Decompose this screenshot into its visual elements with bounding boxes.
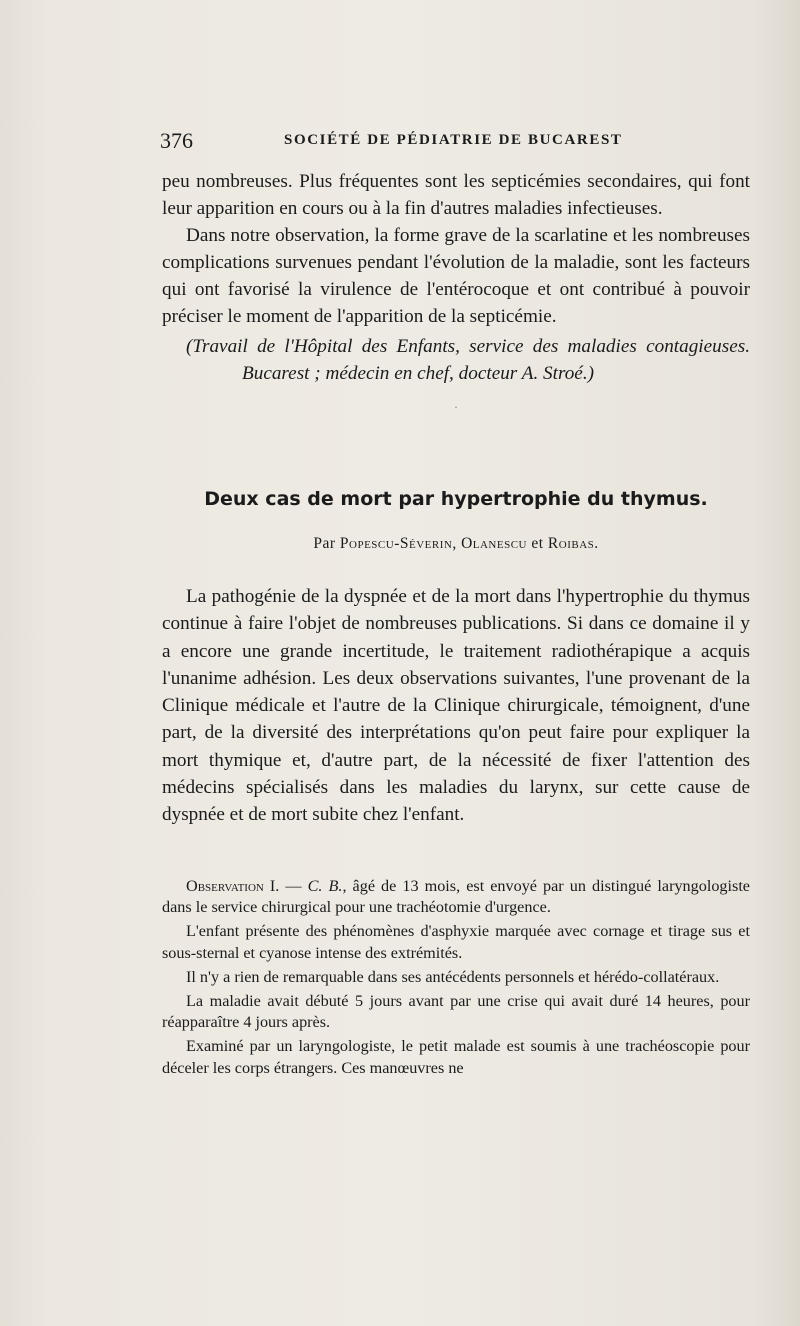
observation-paragraph-3: Il n'y a rien de remarquable dans ses antécédents personnels et hérédo-collatéraux. — [186, 967, 720, 986]
observation-text: , âgé de 13 mois, est envoyé par un distingué laryngologiste dans le service chirurgical pour une trachéotomie d'urgence. — [162, 877, 750, 917]
authors-names: Popescu-Séverin, Olanescu — [339, 535, 527, 552]
observation-dash: — — [279, 877, 308, 895]
observation-paragraph-2: L'enfant présente des phénomènes d'asphyxie marquée avec cornage et tirage sus et sous-sternal et cyanose intense des extrémités. — [162, 922, 750, 962]
article-title: Deux cas de mort par hypertrophie du thymus. — [204, 488, 708, 510]
authors-prefix: Par — [313, 535, 340, 552]
page-header — [160, 128, 750, 154]
observation-paragraph-4: La maladie avait débuté 5 jours avant par une crise qui avait duré 14 heures, pour réapparaître 4 jours après. — [162, 992, 750, 1032]
observation-patient: C. B. — [307, 877, 343, 895]
article-authors — [162, 535, 750, 553]
separator-dot: · — [454, 400, 458, 414]
article-paragraph-1: La pathogénie de la dyspnée et de la mort dans l'hypertrophie du thymus continue à faire l'objet de nombreuses publications. Si dans ce domaine il y a encore une grande incertitude, le traitement radiothérapique a acquis l'unanime adhésion. Les deux observations suivantes, l'une provenant de la Clinique médicale et l'autre de la Clinique chirurgicale, témoignent, d'une part, de la diversité des interprétations qu'on peut faire pour expliquer la mort thymique et, d'autre part, de la nécessité de fixer l'attention des médecins spécialisés dans les maladies du larynx, sur cette cause de dyspnée et de mort subite chez l'enfant. — [162, 586, 750, 826]
observation-label: Observation I. — [186, 877, 280, 895]
authors-last: Roibas — [547, 535, 595, 552]
authors-suffix: . — [594, 535, 599, 552]
previous-paragraph-1: peu nombreuses. Plus fréquentes sont les septicémies secondaires, qui font leur apparition en cours ou à la fin d'autres maladies infectieuses. — [162, 171, 750, 219]
observation-section — [162, 876, 750, 1082]
running-head: SOCIÉTÉ DE PÉDIATRIE DE BUCAREST — [284, 132, 623, 148]
observation-paragraph-1 — [162, 876, 750, 918]
article-intro — [162, 583, 750, 829]
previous-article-text — [162, 168, 750, 427]
observation-paragraph-5: Examiné par un laryngologiste, le petit malade est soumis à une trachéoscopie pour déceler les corps étrangers. Ces manœuvres ne — [162, 1037, 750, 1077]
authors-joiner: et — [526, 535, 548, 552]
previous-article-signature: (Travail de l'Hôpital des Enfants, service des maladies contagieuses. Bucarest ; médecin en chef, docteur A. Stroé.) — [186, 336, 750, 384]
page-number: 376 — [160, 128, 193, 153]
previous-paragraph-2: Dans notre observation, la forme grave de la scarlatine et les nombreuses complications survenues pendant l'évolution de la maladie, sont les facteurs qui ont favorisé la virulence de l'entérocoque et ont contribué à pouvoir préciser le moment de l'apparition de la septicémie. — [162, 225, 750, 327]
